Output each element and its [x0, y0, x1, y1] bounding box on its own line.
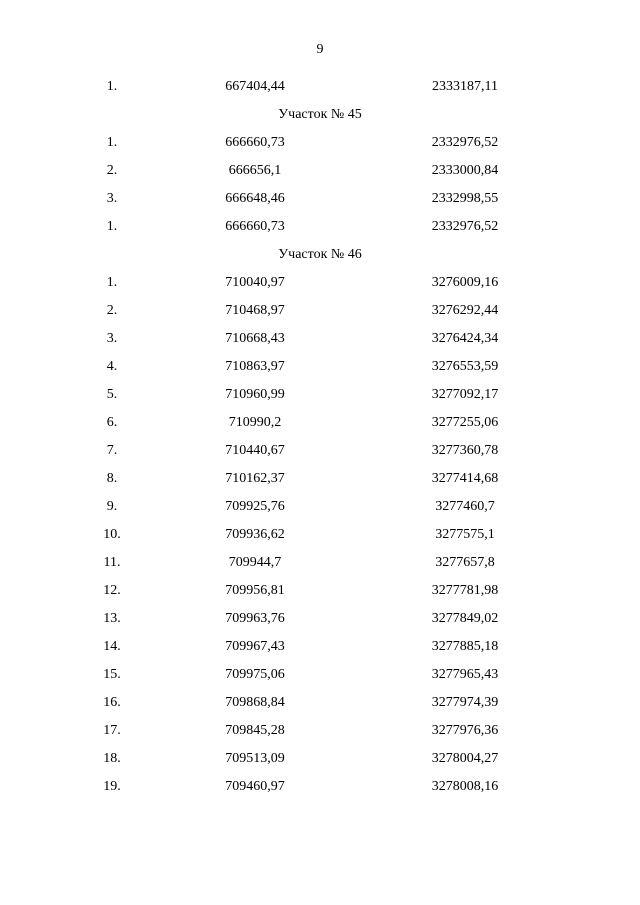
- point-number: 2.: [106, 163, 118, 178]
- coordinate-x: 709460,97: [225, 779, 285, 794]
- coordinate-y: 3277414,68: [431, 471, 499, 486]
- coordinate-y: 3277255,06: [431, 415, 499, 430]
- coordinate-row: [0, 269, 640, 297]
- coordinate-y: 3276292,44: [431, 303, 499, 318]
- coordinate-row: [0, 325, 640, 353]
- point-number: 13.: [103, 611, 121, 626]
- coordinate-row: [0, 185, 640, 213]
- point-number: 1.: [106, 219, 118, 234]
- coordinate-x: 710863,97: [225, 359, 285, 374]
- coordinate-y: 3277360,78: [431, 443, 499, 458]
- point-number: 3.: [106, 331, 118, 346]
- coordinate-y: 3277849,02: [431, 611, 499, 626]
- point-number: 5.: [106, 387, 118, 402]
- coordinate-y: 3277965,43: [431, 667, 499, 682]
- coordinate-y: 3277657,8: [435, 555, 495, 570]
- coordinate-row: [0, 661, 640, 689]
- point-number: 6.: [106, 415, 118, 430]
- coordinate-row: [0, 493, 640, 521]
- coordinate-row: [0, 689, 640, 717]
- coordinate-y: 3277885,18: [431, 639, 499, 654]
- point-number: 19.: [103, 779, 121, 794]
- point-number: 9.: [106, 499, 118, 514]
- coordinate-y: 2332998,55: [431, 191, 499, 206]
- section-title: Участок № 45: [278, 107, 362, 122]
- point-number: 14.: [103, 639, 121, 654]
- coordinate-y: 3277781,98: [431, 583, 499, 598]
- page-number: 9: [316, 42, 324, 57]
- coordinate-y: 2332976,52: [431, 219, 499, 234]
- section-heading-row: [0, 101, 640, 129]
- coordinate-y: 2332976,52: [431, 135, 499, 150]
- coordinate-x: 710162,37: [225, 471, 285, 486]
- coordinate-row: [0, 409, 640, 437]
- coordinate-row: [0, 717, 640, 745]
- coordinate-x: 709967,43: [225, 639, 285, 654]
- coordinate-x: 709975,06: [225, 667, 285, 682]
- coordinate-x: 710468,97: [225, 303, 285, 318]
- coordinate-x: 666660,73: [225, 219, 285, 234]
- point-number: 10.: [103, 527, 121, 542]
- coordinate-x: 709956,81: [225, 583, 285, 598]
- point-number: 15.: [103, 667, 121, 682]
- coordinate-y: 3276553,59: [431, 359, 499, 374]
- coordinate-row: [0, 577, 640, 605]
- coordinate-x: 666656,1: [228, 163, 282, 178]
- coordinate-row: [0, 381, 640, 409]
- coordinate-row: [0, 549, 640, 577]
- coordinate-y: 2333187,11: [432, 79, 498, 94]
- coordinate-x: 709963,76: [225, 611, 285, 626]
- coordinate-x: 710990,2: [228, 415, 282, 430]
- section-heading-row: [0, 241, 640, 269]
- point-number: 8.: [106, 471, 118, 486]
- point-number: 1.: [106, 275, 118, 290]
- coordinate-y: 3276424,34: [431, 331, 499, 346]
- coordinate-x: 666660,73: [225, 135, 285, 150]
- point-number: 3.: [106, 191, 118, 206]
- coordinate-row: [0, 213, 640, 241]
- coordinate-x: 709868,84: [225, 695, 285, 710]
- coordinate-x: 710040,97: [225, 275, 285, 290]
- point-number: 7.: [106, 443, 118, 458]
- coordinate-row: [0, 465, 640, 493]
- coordinate-row: [0, 353, 640, 381]
- coordinate-row: [0, 157, 640, 185]
- coordinate-x: 666648,46: [225, 191, 285, 206]
- point-number: 2.: [106, 303, 118, 318]
- point-number: 12.: [103, 583, 121, 598]
- coordinate-y: 3277575,1: [435, 527, 495, 542]
- point-number: 1.: [106, 79, 118, 94]
- coordinate-row: [0, 73, 640, 101]
- coordinate-row: [0, 437, 640, 465]
- coordinate-row: [0, 521, 640, 549]
- coordinate-x: 667404,44: [225, 79, 285, 94]
- coordinate-row: [0, 297, 640, 325]
- coordinate-x: 709936,62: [225, 527, 285, 542]
- coordinate-x: 709513,09: [225, 751, 285, 766]
- coordinate-x: 709944,7: [228, 555, 282, 570]
- coordinate-row: [0, 745, 640, 773]
- section-title: Участок № 46: [278, 247, 362, 262]
- coordinate-y: 3278008,16: [431, 779, 499, 794]
- coordinate-y: 3276009,16: [431, 275, 499, 290]
- coordinate-y: 3278004,27: [431, 751, 499, 766]
- coordinates-list: [0, 73, 640, 801]
- coordinate-row: [0, 773, 640, 801]
- coordinate-row: [0, 129, 640, 157]
- coordinate-x: 709845,28: [225, 723, 285, 738]
- coordinate-y: 3277974,39: [431, 695, 499, 710]
- point-number: 18.: [103, 751, 121, 766]
- coordinate-x: 709925,76: [225, 499, 285, 514]
- point-number: 4.: [106, 359, 118, 374]
- coordinate-x: 710440,67: [225, 443, 285, 458]
- coordinate-x: 710668,43: [225, 331, 285, 346]
- coordinate-y: 3277092,17: [431, 387, 499, 402]
- coordinate-x: 710960,99: [225, 387, 285, 402]
- point-number: 11.: [103, 555, 121, 570]
- point-number: 17.: [103, 723, 121, 738]
- coordinate-row: [0, 605, 640, 633]
- point-number: 16.: [103, 695, 121, 710]
- coordinate-y: 2333000,84: [431, 163, 499, 178]
- coordinate-row: [0, 633, 640, 661]
- point-number: 1.: [106, 135, 118, 150]
- coordinate-y: 3277976,36: [431, 723, 499, 738]
- coordinate-y: 3277460,7: [435, 499, 495, 514]
